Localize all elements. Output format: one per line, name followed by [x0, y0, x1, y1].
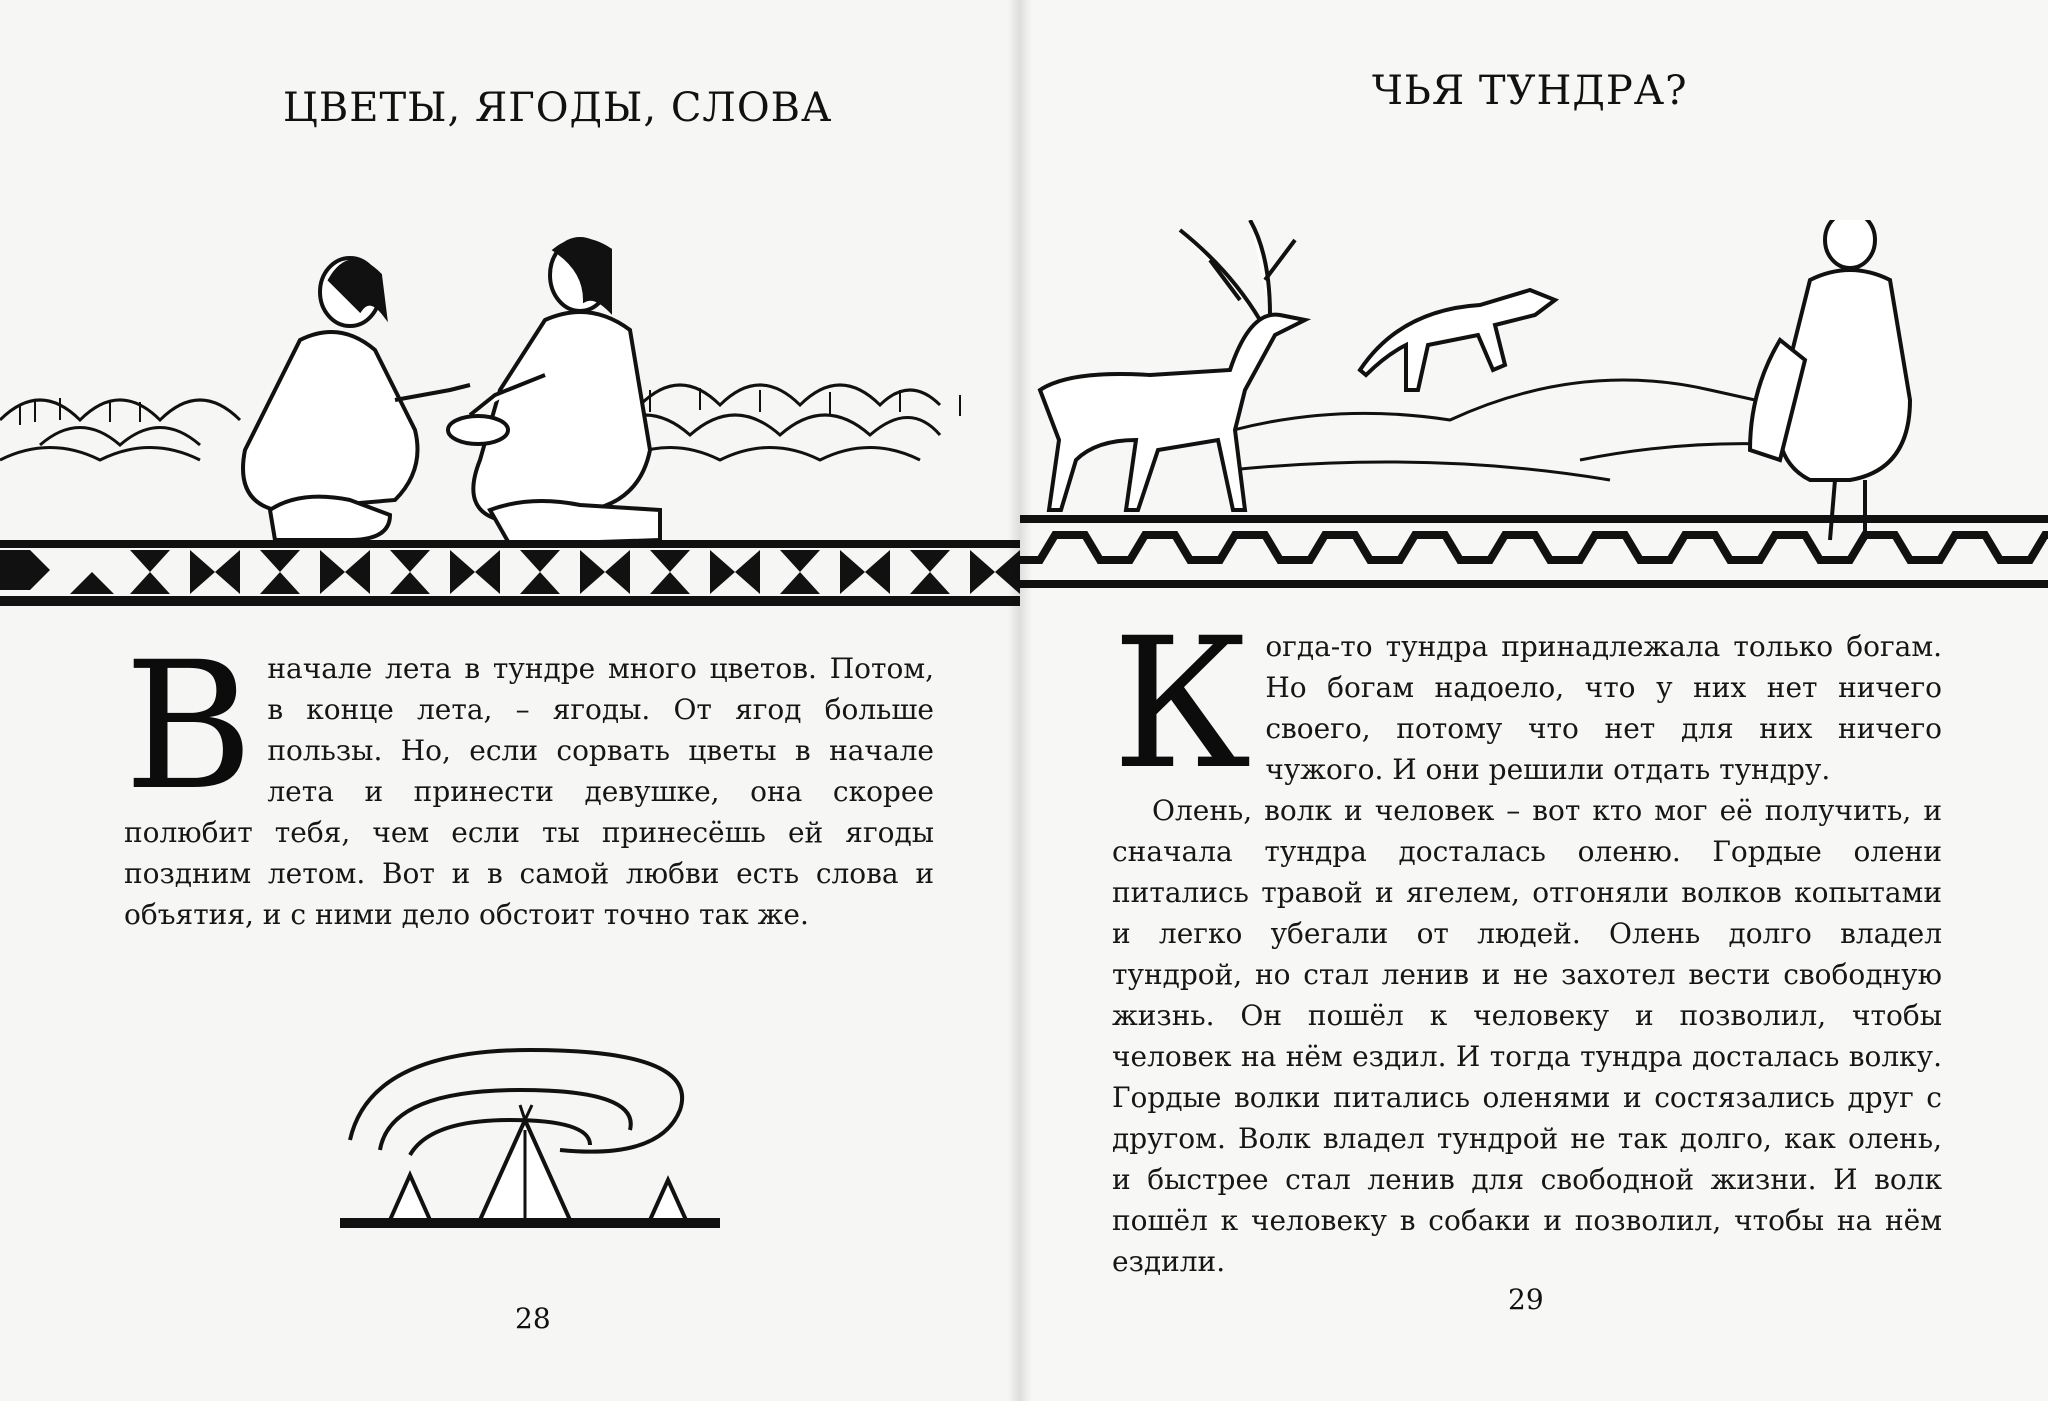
berry-picking-illustration	[0, 230, 1020, 610]
right-paragraph-1: огда-то тундра принадлежала только богам. Но богам надоело, что у них нет ничего своего, потому что нет для них ничего чужого. И они решили отдать тундру.	[1265, 630, 1942, 786]
right-page	[1020, 0, 2048, 1401]
reindeer-wolf-man-illustration	[1020, 220, 2048, 600]
left-page-body	[124, 624, 934, 931]
left-page	[0, 0, 1020, 1401]
left-paragraph: начале лета в тундре много цветов. Потом, в конце лета, – ягоды. От ягод больше пользы. Но, если сорвать цветы в начале лета и принести девушке, она скорее полюбит тебя, чем если ты принесёшь ей ягоды поздним летом. Вот и в самой любви есть слова и объятия, и с ними дело обстоит точно так же.	[124, 652, 934, 931]
left-dropcap: В	[124, 624, 254, 829]
right-page-title: ЧЬЯ ТУНДРА?	[1372, 68, 1688, 114]
right-paragraph-2: Олень, волк и человек – вот кто мог её получить, и сначала тундра досталась оленю. Гордые олени питались травой и ягелем, отгоняли волков копытами и легко убегали от людей. Олень долго владел тундрой, но стал ленив и не захотел вести свободную жизнь. Он пошёл к человеку и позволил, чтобы человек на нём ездил. И тогда тундра досталась волку. Гордые волки питались оленями и состязались друг с другом. Волк владел тундрой не так долго, как олень, и быстрее стал ленив для свободной жизни. И волк пошёл к человеку в собаки и позволил, чтобы на нём ездили.	[1112, 794, 1942, 1278]
chum-tent-illustration	[340, 1030, 720, 1230]
right-page-number: 29	[1508, 1283, 1544, 1316]
left-page-title: ЦВЕТЫ, ЯГОДЫ, СЛОВА	[283, 85, 833, 131]
right-dropcap: К	[1112, 600, 1252, 809]
left-page-number: 28	[515, 1302, 551, 1335]
book-spine-gutter	[1008, 0, 1032, 1401]
right-page-body	[1112, 600, 1942, 1278]
